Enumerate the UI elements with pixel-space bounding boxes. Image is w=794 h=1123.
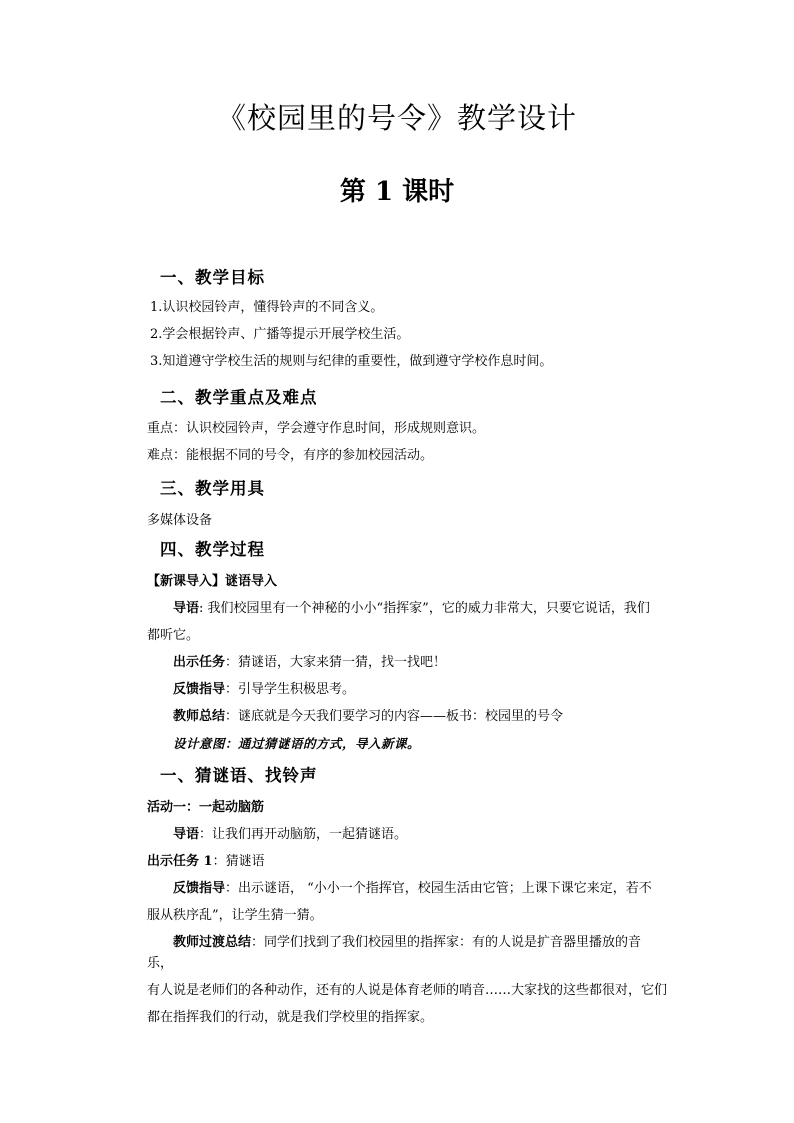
feedback-text: ：引导学生积极思考。 xyxy=(225,682,356,697)
transition-summary xyxy=(147,932,667,974)
section-heading: 一、猜谜语、找铃声 xyxy=(160,766,318,785)
section-riddle-bell xyxy=(147,763,667,1028)
summary-text: ：谜底就是今天我们要学习的内容——板书：校园里的号令 xyxy=(225,709,564,724)
goal-item: 1.认识校园铃声，懂得铃声的不同含义。 xyxy=(150,300,384,315)
task-label: 出示任务 xyxy=(173,655,226,670)
guide-text: ：让我们再开动脑筋，一起猜谜语。 xyxy=(199,827,408,842)
task-label: 出示任务 1 xyxy=(147,854,213,869)
intro-feedback xyxy=(147,679,667,700)
guide-label: 导语 xyxy=(173,601,200,616)
intro-task xyxy=(147,652,667,673)
section-heading: 二、教学重点及难点 xyxy=(160,388,318,407)
task-text: ：猜谜语，大家来猜一猜，找一找吧！ xyxy=(225,655,447,670)
section-heading: 一、教学目标 xyxy=(160,268,265,287)
goal-item: 2.学会根据铃声、广播等提示开展学校生活。 xyxy=(150,327,410,342)
guide-label: 导语 xyxy=(173,827,200,842)
key-point: 重点：认识校园铃声，学会遵守作息时间，形成规则意识。 xyxy=(147,421,486,436)
intro-guide xyxy=(147,598,667,619)
activity-feedback-cont: 服从秩序乱”，让学生猜一猜。 xyxy=(147,908,323,923)
task-text: ：猜谜语 xyxy=(212,854,265,869)
activity-task xyxy=(147,851,667,872)
transition-summary-cont: 有人说是老师们的各种动作，还有的人说是体育老师的哨音……大家找的这些都很对，它们 xyxy=(147,983,668,998)
activity-feedback xyxy=(147,878,667,899)
activity-guide xyxy=(147,824,667,845)
section-teaching-tools xyxy=(147,476,667,531)
lesson-number: 第 1 课时 xyxy=(339,177,455,207)
intro-guide-cont: 都听它。 xyxy=(147,628,200,643)
transition-label: 教师过渡总结 xyxy=(173,935,252,950)
design-intent-note: 设计意图：通过猜谜语的方式，导入新课。 xyxy=(173,736,421,751)
section-teaching-process xyxy=(147,537,667,754)
transition-summary-cont: 都在指挥我们的行动，就是我们学校里的指挥家。 xyxy=(147,1010,434,1025)
goal-item: 3.知道遵守学校生活的规则与纪律的重要性，做到遵守学校作息时间。 xyxy=(150,354,553,369)
tools-text: 多媒体设备 xyxy=(147,513,213,528)
guide-text: : 我们校园里有一个神秘的小小“指挥家”，它的威力非常大，只要它说话，我们 xyxy=(199,601,650,616)
document-title: 《校园里的号令》教学设计 xyxy=(216,101,577,135)
section-heading: 三、教学用具 xyxy=(160,479,265,498)
section-heading: 四、教学过程 xyxy=(160,540,265,559)
difficult-point: 难点：能根据不同的号令，有序的参加校园活动。 xyxy=(147,448,434,463)
new-lesson-intro-tag: 【新课导入】谜语导入 xyxy=(147,574,278,589)
feedback-label: 反馈指导 xyxy=(173,682,226,697)
section-teaching-goals xyxy=(147,265,667,372)
transition-text: ：同学们找到了我们校园里的指挥家：有的人说是扩音器里播放的音乐， xyxy=(147,935,642,971)
section-key-points xyxy=(147,385,667,466)
feedback-label: 反馈指导 xyxy=(173,881,226,896)
summary-label: 教师总结 xyxy=(173,709,226,724)
intro-summary xyxy=(147,706,667,727)
feedback-text: ：出示谜语， “小小一个指挥官，校园生活由它管；上课下课它来定，若不 xyxy=(225,881,652,896)
activity-title: 活动一：一起动脑筋 xyxy=(147,800,265,815)
